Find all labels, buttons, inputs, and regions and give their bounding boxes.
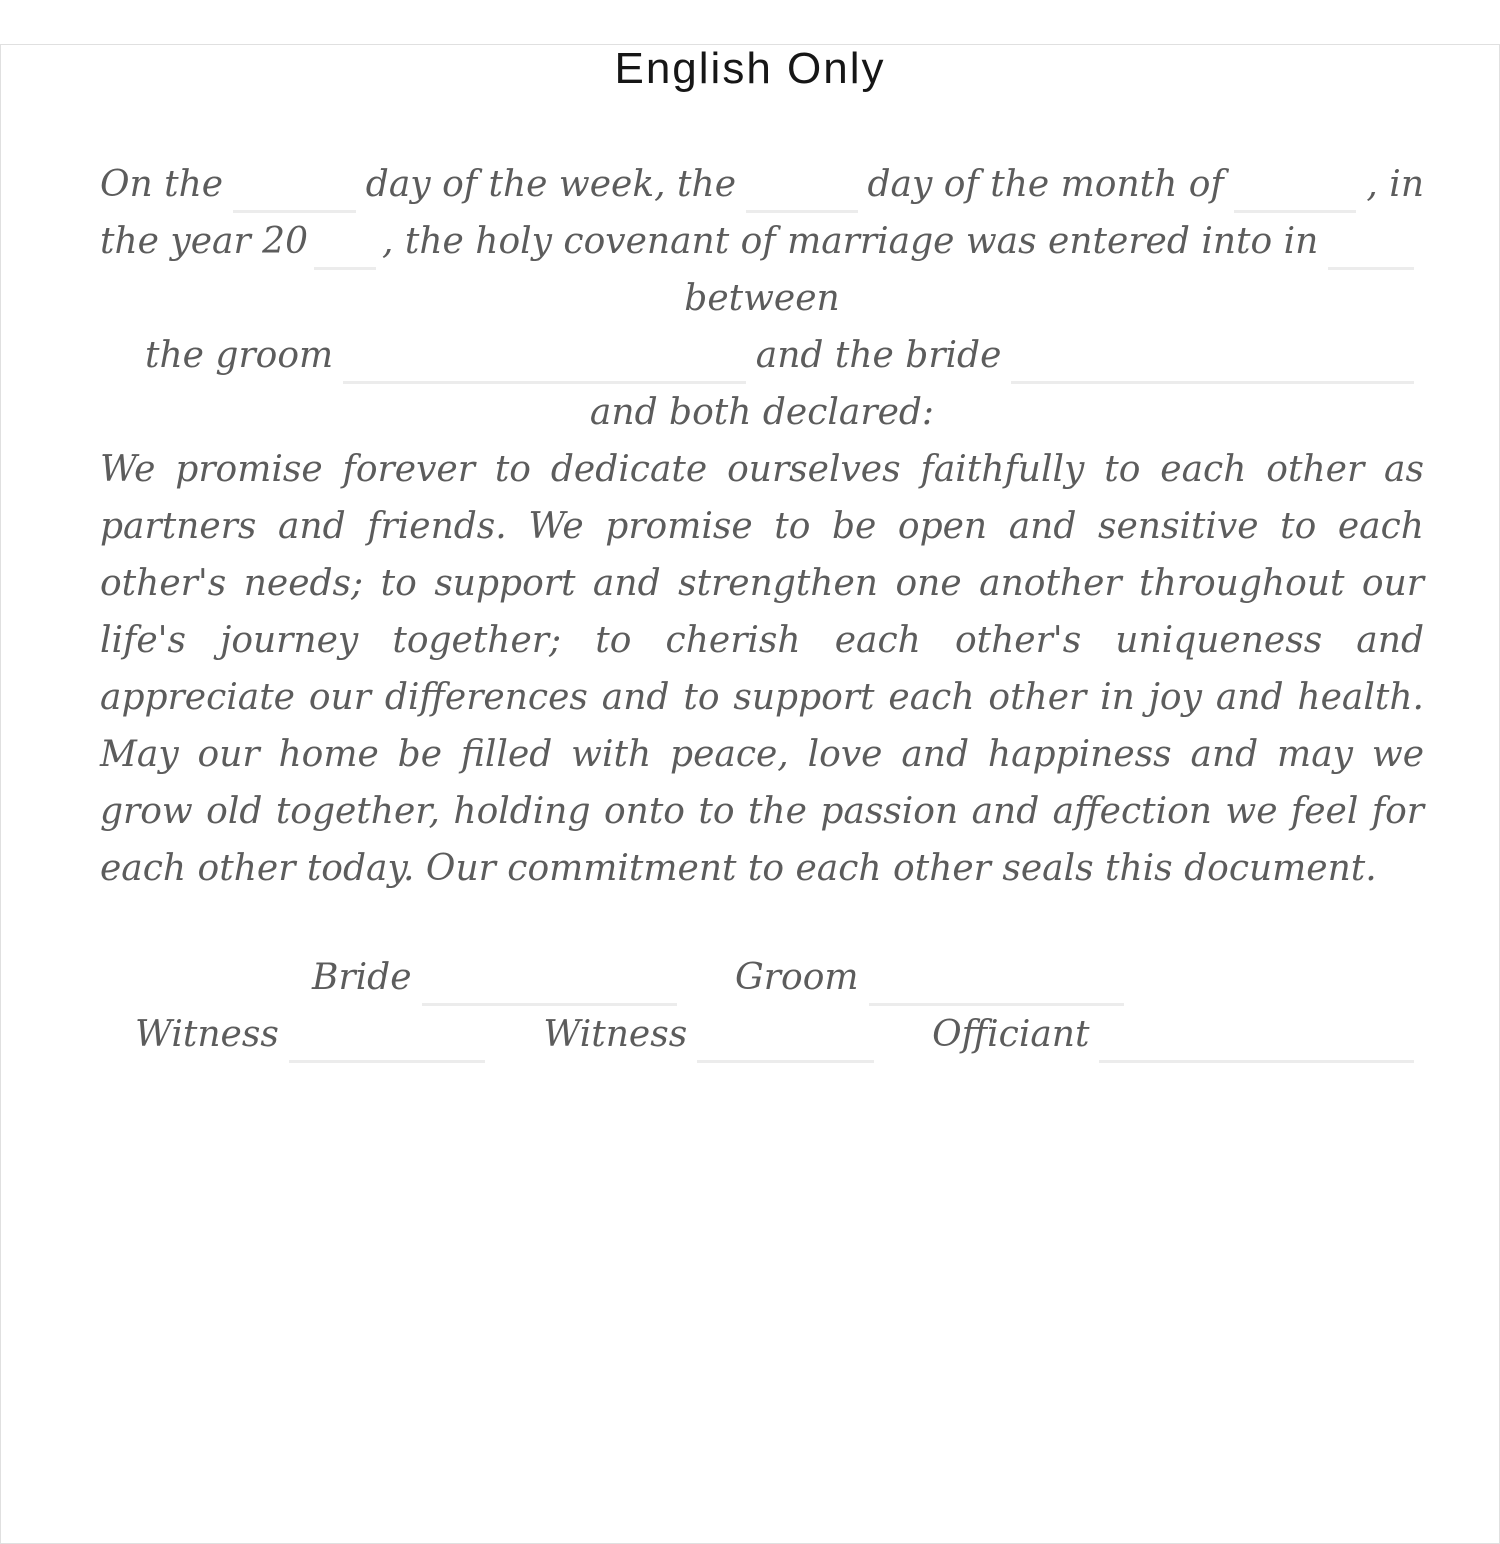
blank-year <box>314 213 376 270</box>
blank-month-name <box>1234 156 1357 213</box>
text-the-groom: the groom <box>145 335 334 376</box>
blank-day-of-week <box>233 156 356 213</box>
text-and-both-declared: and both declared: <box>589 392 935 433</box>
blank-witness1-signature <box>289 1006 486 1063</box>
officiant-signature-label: Officiant <box>932 1014 1090 1055</box>
date-fill-line-2 <box>100 213 1424 270</box>
witness2-signature-label: Witness <box>543 1014 688 1055</box>
signature-row-witnesses-officiant <box>135 1006 1424 1063</box>
blank-groom-signature <box>869 949 1125 1006</box>
text-in: , in <box>1366 164 1425 205</box>
date-fill-line-1 <box>100 156 1424 213</box>
text-on-the: On the <box>100 164 224 205</box>
blank-day-of-month <box>746 156 858 213</box>
text-and-the-bride: and the bride <box>755 335 1002 376</box>
covenant-document <box>100 156 1424 1063</box>
signature-section <box>100 949 1424 1063</box>
blank-bride-name <box>1011 327 1414 384</box>
page-title: English Only <box>614 44 886 93</box>
text-day-of-week: day of the week, the <box>365 164 736 205</box>
witness1-signature-label: Witness <box>135 1014 279 1055</box>
text-day-of-month: day of the month of <box>867 164 1224 205</box>
text-between: between <box>684 278 840 319</box>
groom-signature-label: Groom <box>735 957 859 998</box>
signature-row-bride-groom <box>312 949 1134 1006</box>
blank-groom-name <box>343 327 746 384</box>
text-the-year-20: the year 20 <box>100 221 308 262</box>
blank-officiant-signature <box>1099 1006 1414 1063</box>
blank-bride-signature <box>422 949 678 1006</box>
bride-signature-label: Bride <box>312 957 412 998</box>
names-fill-line <box>100 327 1424 384</box>
text-holy-covenant: , the holy covenant of marriage was entered into in <box>381 221 1319 262</box>
blank-witness2-signature <box>697 1006 874 1063</box>
vows-paragraph: We promise forever to dedicate ourselves faithfully to each other as partners and friends. We promise to be open and sensitive to each other's needs; to support and strengthen one another throughout our life's journey together; to cherish each other's uniqueness and appreciate our differences and to support each other in joy and health. May our home be filled with peace, love and happiness and may we grow old together, holding onto to the passion and affection we feel for each other today. Our commitment to each other seals this document. <box>100 449 1424 889</box>
blank-location <box>1328 213 1414 270</box>
